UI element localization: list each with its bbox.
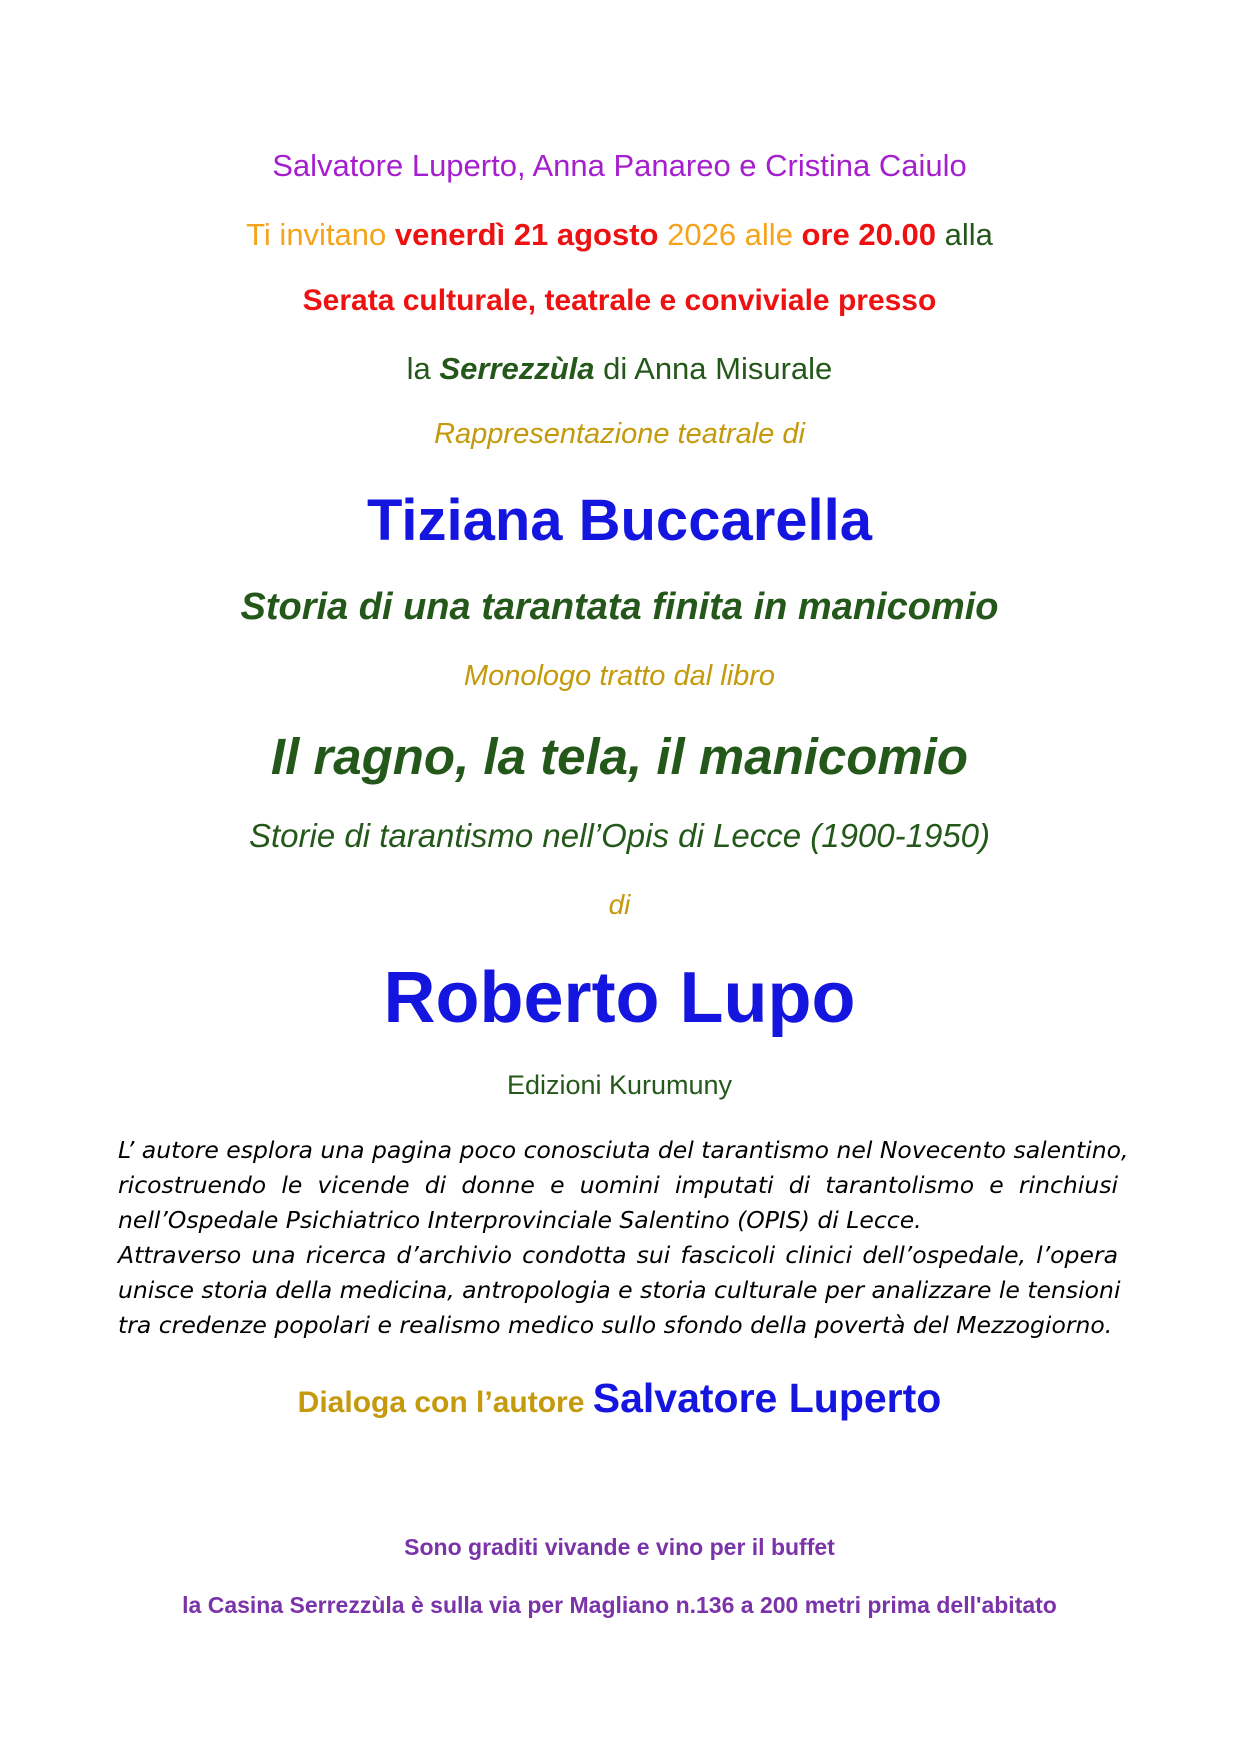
invite-text-end: alla	[935, 217, 993, 252]
event-time: ore 20.00	[801, 217, 936, 252]
venue-suffix: di Anna Misurale	[594, 351, 833, 386]
performer-name: Tiziana Buccarella	[366, 488, 873, 553]
description-line: nell’Ospedale Psichiatrico Interprovinciale Salentino (OPIS) di Lecce.	[118, 1206, 922, 1234]
venue-prefix: la	[406, 351, 440, 386]
dialogue-label: Dialoga con l’autore	[297, 1386, 593, 1419]
hosts-line: Salvatore Luperto, Anna Panareo e Cristina Caiulo	[272, 148, 967, 183]
dialogue-line	[0, 1375, 1239, 1421]
performance-intro: Rappresentazione teatrale di	[434, 418, 805, 450]
description-line: Attraverso una ricerca d’archivio condotta sui fascicoli clinici dell’ospedale, l’opera	[118, 1241, 1118, 1269]
description-line: L’ autore esplora una pagina poco conosciuta del tarantismo nel Novecento salentino,	[118, 1136, 1129, 1164]
event-date: venerdì 21 agosto	[394, 217, 659, 252]
book-title: Il ragno, la tela, il manicomio	[270, 728, 969, 785]
invite-text-middle: 2026 alle	[658, 217, 802, 252]
description-line: unisce storia della medicina, antropologia e storia culturale per analizzare le tensioni	[118, 1276, 1121, 1304]
by-label: di	[608, 889, 631, 920]
description-line: tra credenze popolari e realismo medico sullo sfondo della povertà del Mezzogiorno.	[118, 1311, 1113, 1339]
author-name: Roberto Lupo	[383, 958, 856, 1038]
monologue-note: Monologo tratto dal libro	[463, 660, 776, 692]
venue-line	[0, 353, 1239, 384]
book-subtitle: Storie di tarantismo nell’Opis di Lecce (1900-1950)	[248, 817, 991, 854]
invitation-line	[0, 219, 1239, 250]
invite-text-start: Ti invitano	[246, 217, 395, 252]
publisher: Edizioni Kurumuny	[506, 1070, 733, 1100]
description-line: ricostruendo le vicende di donne e uomini imputati di tarantolismo e rinchiusi	[118, 1171, 1118, 1199]
buffet-note: Sono graditi vivande e vino per il buffet	[404, 1534, 835, 1560]
location-note: la Casina Serrezzùla è sulla via per Magliano n.136 a 200 metri prima dell'abitato	[182, 1592, 1057, 1618]
venue-name: Serrezzùla	[439, 351, 595, 386]
performance-title: Storia di una tarantata finita in manicomio	[240, 586, 999, 628]
event-type-line: Serata culturale, teatrale e conviviale presso	[302, 284, 937, 317]
book-description	[118, 1133, 1129, 1343]
dialogue-name: Salvatore Luperto	[592, 1375, 942, 1421]
